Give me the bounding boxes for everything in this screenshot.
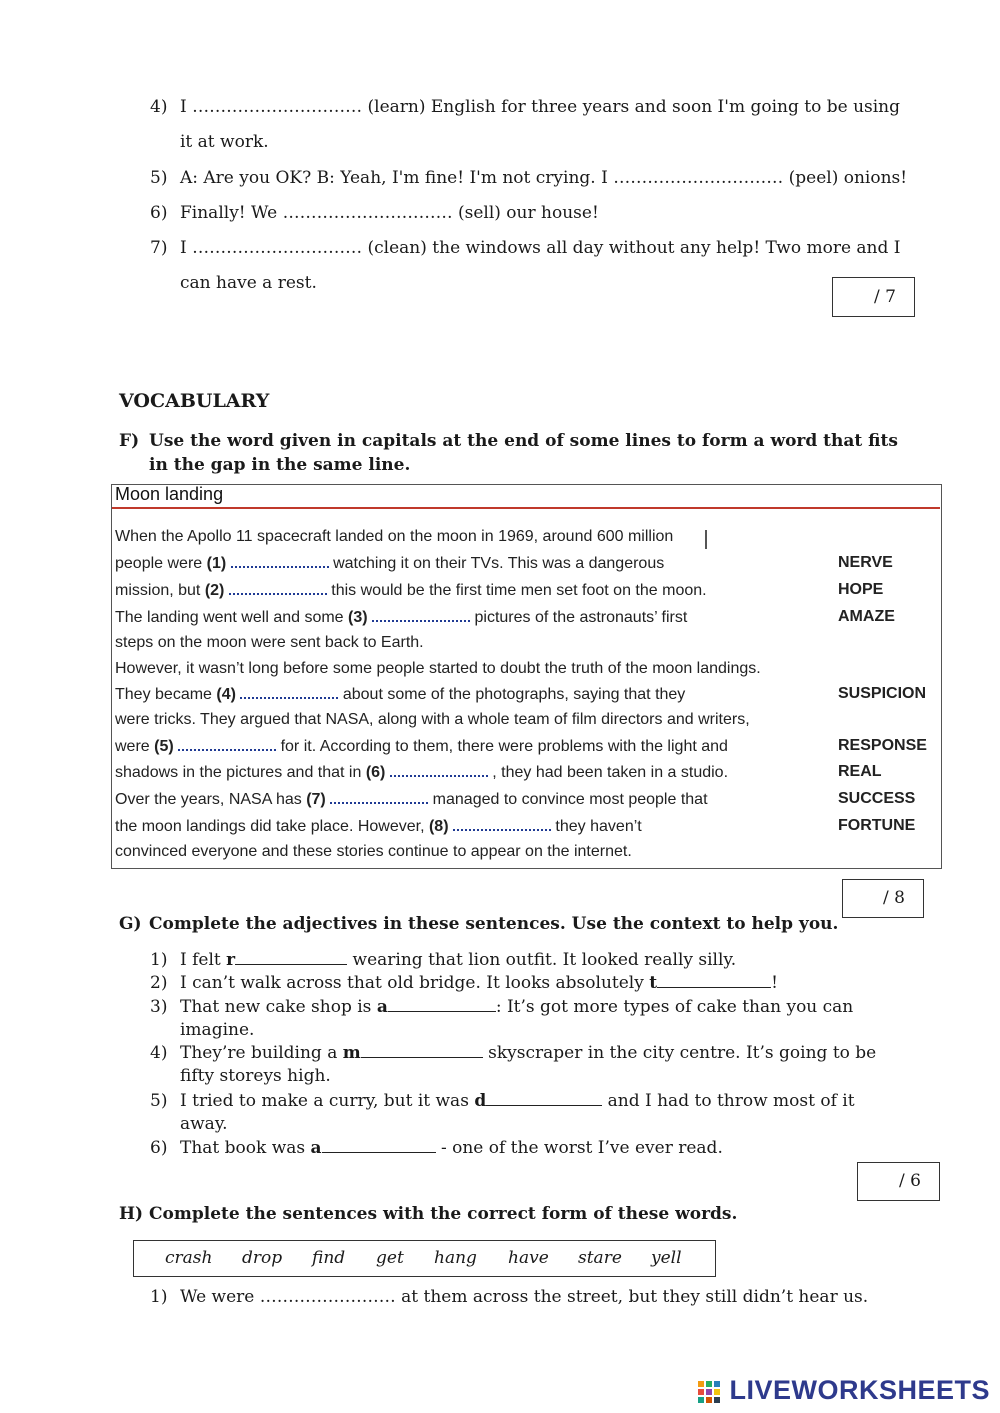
- text-line: [115, 554, 664, 573]
- item-number: 5): [150, 1091, 168, 1111]
- word-bank-item: find: [312, 1248, 346, 1268]
- word-bank-item: drop: [242, 1248, 283, 1268]
- score-box-f: [842, 879, 924, 918]
- box-title: Moon landing: [115, 484, 224, 504]
- sentence-start: That new cake shop is: [180, 997, 377, 1017]
- instruction-line-1: Use the word given in capitals at the end of some lines to form a word that fits: [149, 431, 898, 451]
- answer-gap[interactable]: [453, 817, 551, 831]
- sentence-continuation: away.: [180, 1114, 228, 1134]
- line-text: When the Apollo 11 spacecraft landed on the moon in 1969, around 600 million: [115, 528, 674, 545]
- sentence-end: - one of the worst I’ve ever read.: [435, 1138, 723, 1158]
- first-letter: a: [310, 1138, 322, 1158]
- score-label: / 8: [883, 888, 905, 908]
- text-line: [115, 711, 750, 729]
- text-line: [115, 685, 685, 704]
- capital-word: RESPONSE: [838, 737, 927, 754]
- line-text: were tricks. They argued that NASA, along with a whole team of film directors and writers,: [115, 711, 750, 728]
- answer-gap[interactable]: [231, 554, 329, 568]
- line-text: managed to convince most people that: [428, 791, 708, 808]
- line-text: They became: [115, 686, 217, 703]
- instruction-line-2: in the gap in the same line.: [149, 455, 411, 475]
- item-number: 7): [150, 238, 168, 258]
- gap-number: (5): [154, 738, 174, 755]
- capital-word: SUSPICION: [838, 685, 927, 702]
- sentence-start: I felt: [180, 950, 227, 970]
- capital-word: NERVE: [838, 554, 893, 571]
- word-box: [133, 1240, 716, 1277]
- item-number: 4): [150, 1043, 168, 1063]
- gap-number: (2): [204, 582, 225, 599]
- item-number: 4): [150, 97, 168, 117]
- item-number: 2): [150, 973, 168, 993]
- word-bank-item: hang: [434, 1248, 477, 1268]
- line-text: pictures of the astronauts’ first: [470, 609, 688, 626]
- answer-gap[interactable]: [229, 581, 327, 595]
- sentence-end: : It’s got more types of cake than you can: [495, 997, 854, 1017]
- text-line: [115, 660, 761, 678]
- word-bank-item: get: [376, 1248, 404, 1268]
- text-line: [115, 790, 708, 809]
- capital-word: AMAZE: [838, 608, 895, 625]
- gap-number: (8): [428, 818, 449, 835]
- first-letter: m: [342, 1043, 361, 1063]
- line-text: the moon landings did take place. However,: [115, 818, 429, 835]
- text-line: [115, 608, 687, 627]
- sentence-continuation: imagine.: [180, 1020, 255, 1040]
- word-bank-item: have: [508, 1248, 549, 1268]
- adjective-sentence: [180, 1043, 876, 1063]
- first-letter: d: [474, 1091, 487, 1111]
- answer-gap[interactable]: [178, 737, 276, 751]
- line-text: steps on the moon were sent back to Earth.: [115, 634, 424, 651]
- adjective-sentence: [180, 1091, 855, 1111]
- gap-number: (3): [348, 609, 368, 626]
- item-number: 6): [150, 1138, 168, 1158]
- adjective-sentence: [180, 973, 778, 993]
- sentence-end: wearing that lion outfit. It looked really silly.: [347, 950, 737, 970]
- line-text: shadows in the pictures and that in: [115, 764, 366, 781]
- capital-word: HOPE: [838, 581, 884, 598]
- liveworksheets-logo-icon: [698, 1381, 720, 1405]
- text-line: [115, 581, 707, 600]
- word-bank-item: stare: [578, 1248, 622, 1268]
- sentence-4-line-2: it at work.: [180, 132, 269, 152]
- capital-word: REAL: [838, 763, 882, 780]
- vocabulary-heading: VOCABULARY: [119, 390, 270, 412]
- sentence-end: and I had to throw most of it: [602, 1091, 855, 1111]
- answer-blank[interactable]: [235, 950, 347, 965]
- answer-gap[interactable]: [240, 685, 338, 699]
- word-bank-item: crash: [165, 1248, 213, 1268]
- score-box-e: [832, 277, 915, 317]
- first-letter: t: [649, 973, 658, 993]
- sentence-7-line-2: can have a rest.: [180, 273, 317, 293]
- section-letter: H): [119, 1204, 144, 1224]
- line-text: , they had been taken in a studio.: [487, 764, 729, 781]
- answer-gap[interactable]: [372, 608, 470, 622]
- sentence-5-line-1: A: Are you OK? B: Yeah, I'm fine! I'm not crying. I ………………………… (peel) onions!: [180, 168, 908, 188]
- item-number: 6): [150, 203, 168, 223]
- text-line: [115, 843, 632, 861]
- answer-blank[interactable]: [361, 1043, 483, 1058]
- section-letter: G): [119, 914, 142, 934]
- sentence-continuation: fifty storeys high.: [180, 1066, 331, 1086]
- sentence-1: We were …………………… at them across the street, but they still didn’t hear us.: [180, 1287, 869, 1307]
- line-text: were: [115, 738, 155, 755]
- line-text: this would be the first time men set foot on the moon.: [326, 582, 707, 599]
- answer-blank[interactable]: [388, 997, 496, 1012]
- adjective-sentence: [180, 950, 736, 970]
- first-letter: a: [376, 997, 388, 1017]
- line-text: mission, but: [115, 582, 205, 599]
- sentence-7-line-1: I ………………………… (clean) the windows all day without any help! Two more and I: [180, 238, 901, 258]
- capital-word: FORTUNE: [838, 817, 916, 834]
- section-letter: F): [119, 431, 140, 451]
- score-label: / 6: [899, 1171, 921, 1191]
- answer-blank[interactable]: [322, 1138, 436, 1153]
- line-text: However, it wasn’t long before some people started to doubt the truth of the moon landings.: [115, 660, 761, 677]
- answer-blank[interactable]: [657, 973, 771, 988]
- line-text: they haven’t: [550, 818, 642, 835]
- gap-number: (6): [365, 764, 386, 781]
- gap-number: (1): [206, 555, 227, 572]
- instruction: Complete the sentences with the correct form of these words.: [149, 1204, 738, 1224]
- answer-gap[interactable]: [330, 790, 428, 804]
- item-number: 1): [150, 1287, 168, 1307]
- score-box-g: [857, 1162, 940, 1201]
- line-text: people were: [115, 555, 207, 572]
- line-text: Over the years, NASA has: [115, 791, 307, 808]
- first-letter: r: [226, 950, 236, 970]
- sentence-4-line-1: I ………………………… (learn) English for three years and soon I'm going to be using: [180, 97, 901, 117]
- adjective-sentence: [180, 1138, 723, 1158]
- sentence-start: That book was: [180, 1138, 311, 1158]
- answer-gap[interactable]: [390, 763, 488, 777]
- score-label: / 7: [874, 287, 896, 307]
- answer-blank[interactable]: [486, 1091, 602, 1106]
- liveworksheets-logo: LIVEWORKSHEETS: [729, 1375, 990, 1405]
- text-cursor: [705, 530, 707, 549]
- item-number: 3): [150, 997, 168, 1017]
- gap-number: (4): [216, 686, 236, 703]
- sentence-end: !: [771, 973, 778, 993]
- line-text: The landing went well and some: [115, 609, 349, 626]
- item-number: 1): [150, 950, 168, 970]
- gap-number: (7): [306, 791, 326, 808]
- item-number: 5): [150, 168, 168, 188]
- instruction: Complete the adjectives in these sentences. Use the context to help you.: [149, 914, 839, 934]
- line-text: for it. According to them, there were problems with the light and: [276, 738, 728, 755]
- sentence-end: skyscraper in the city centre. It’s going to be: [482, 1043, 877, 1063]
- title-divider: [112, 507, 940, 509]
- text-line: [115, 528, 673, 546]
- text-line: [115, 737, 728, 756]
- sentence-start: I tried to make a curry, but it was: [180, 1091, 475, 1111]
- sentence-start: They’re building a: [180, 1043, 343, 1063]
- text-line: [115, 817, 642, 836]
- text-line: [115, 634, 424, 652]
- sentence-6-line-1: Finally! We ………………………… (sell) our house!: [180, 203, 599, 223]
- line-text: about some of the photographs, saying that they: [338, 686, 686, 703]
- word-bank-item: yell: [651, 1248, 682, 1268]
- line-text: watching it on their TVs. This was a dangerous: [328, 555, 665, 572]
- adjective-sentence: [180, 997, 853, 1017]
- sentence-start: I can’t walk across that old bridge. It looks absolutely: [180, 973, 650, 993]
- text-line: [115, 763, 728, 782]
- line-text: convinced everyone and these stories continue to appear on the internet.: [115, 843, 632, 860]
- capital-word: SUCCESS: [838, 790, 916, 807]
